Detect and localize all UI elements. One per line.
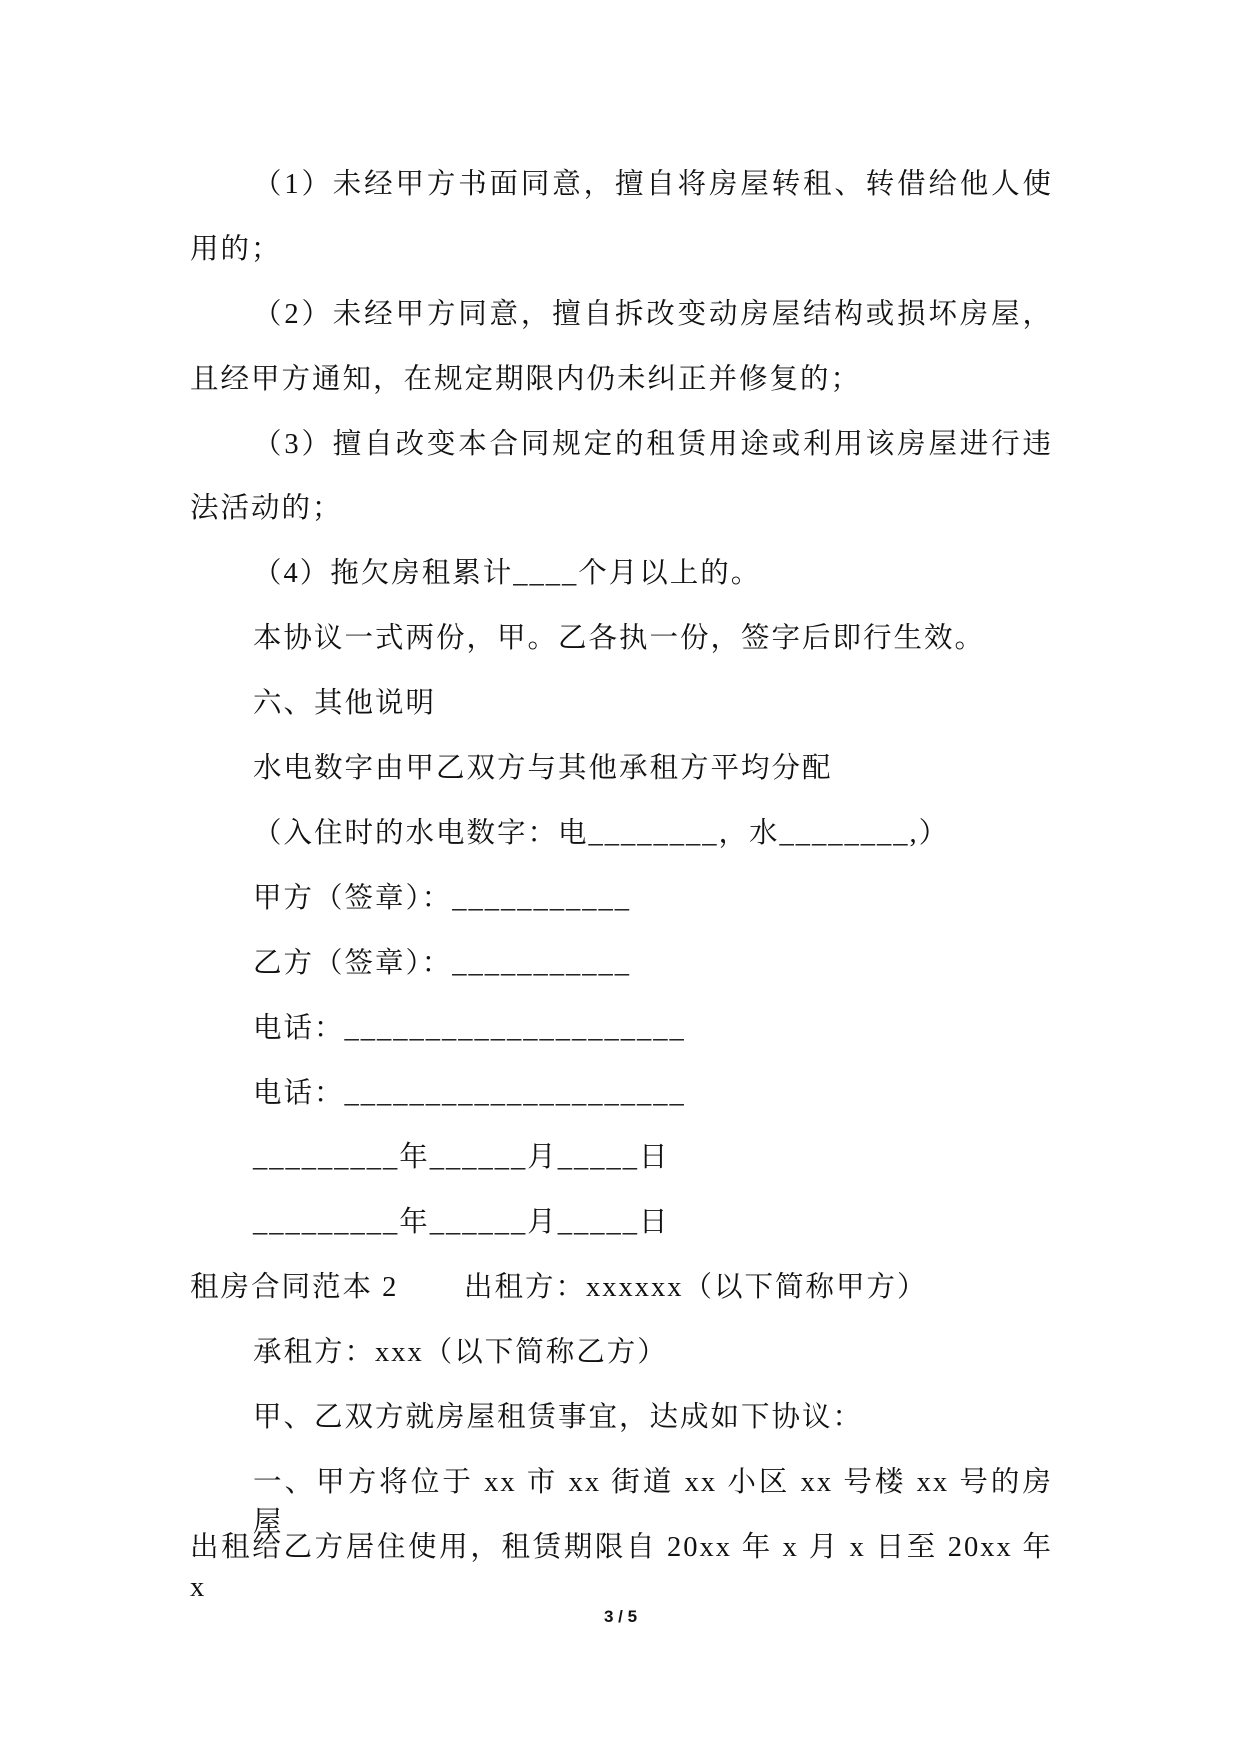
clause-1-line-2: 用的；: [190, 234, 282, 265]
copies-statement: 本协议一式两份，甲。乙各执一份，签字后即行生效。: [253, 623, 986, 654]
article-1-line-1: 一、甲方将位于 xx 市 xx 街道 xx 小区 xx 号楼 xx 号的房屋: [253, 1467, 1053, 1538]
clause-4: （4）拖欠房租累计____个月以上的。: [253, 558, 762, 589]
section-6-heading: 六、其他说明: [253, 688, 437, 719]
clause-3-line-1: （3）擅自改变本合同规定的租赁用途或利用该房屋进行违: [253, 429, 1053, 460]
party-b-signature-line: 乙方（签章）：___________: [253, 948, 632, 979]
utilities-reading-fields: （入住时的水电数字：电________，水________,）: [253, 818, 950, 849]
party-b-date-line: _________年______月_____日: [253, 1207, 670, 1238]
party-a-signature-line: 甲方（签章）：___________: [253, 883, 632, 914]
party-a-phone-line: 电话：_____________________: [253, 1013, 686, 1044]
agreement-intro: 甲、乙双方就房屋租赁事宜，达成如下协议：: [253, 1402, 864, 1433]
clause-2-line-1: （2）未经甲方同意，擅自拆改变动房屋结构或损坏房屋，: [253, 299, 1053, 330]
lessor-line: 出租方：xxxxxx（以下简称甲方）: [464, 1272, 928, 1303]
clause-3-line-2: 法活动的；: [190, 493, 343, 524]
party-b-phone-line: 电话：_____________________: [253, 1078, 686, 1109]
lessee-line: 承租方：xxx（以下简称乙方）: [253, 1337, 668, 1368]
contract-2-title: 租房合同范本 2: [190, 1272, 399, 1303]
party-a-date-line: _________年______月_____日: [253, 1142, 670, 1173]
article-1-line-2: 出租给乙方居住使用，租赁期限自 20xx 年 x 月 x 日至 20xx 年 x: [190, 1532, 1053, 1603]
utilities-note: 水电数字由甲乙双方与其他承租方平均分配: [253, 753, 833, 784]
clause-2-line-2: 且经甲方通知，在规定期限内仍未纠正并修复的；: [190, 364, 862, 395]
page-number: 3 / 5: [603, 1607, 638, 1626]
clause-1-line-1: （1）未经甲方书面同意，擅自将房屋转租、转借给他人使: [253, 169, 1053, 200]
